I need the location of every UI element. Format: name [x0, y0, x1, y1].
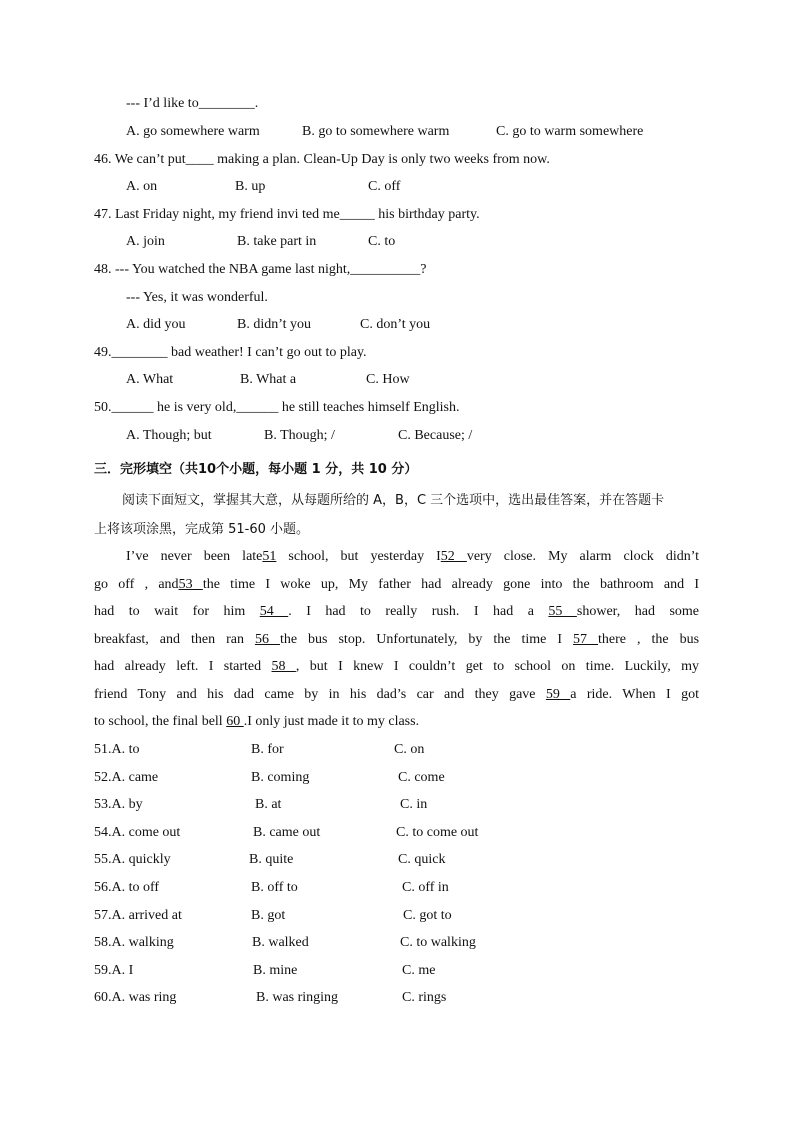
cloze-option: B. coming	[251, 770, 310, 785]
cloze-option: C. in	[400, 797, 428, 812]
passage-line: had to wait for him 54 . I had to really rush. I had a 55 shower, had some	[94, 604, 699, 619]
passage-line: to school, the final bell 60 .I only just made it to my class.	[94, 714, 420, 729]
blank-54: 54	[259, 604, 289, 619]
cloze-option: C. me	[402, 963, 436, 978]
section-heading: 三．完形填空（共10个小题，每小题 1 分，共 10 分）	[94, 462, 418, 477]
reply-line: --- Yes, it was wonderful.	[126, 290, 268, 305]
cloze-option: B. quite	[249, 852, 294, 867]
cloze-option: B. off to	[251, 880, 298, 895]
passage-line: go off , and53 the time I woke up, My father had already gone into the bathroom and I	[94, 577, 699, 592]
cloze-option: 60.A. was ring	[94, 990, 177, 1005]
option: C. to	[368, 234, 396, 249]
option: A. Though; but	[126, 428, 212, 443]
cloze-option: 54.A. come out	[94, 825, 181, 840]
cloze-option: C. got to	[403, 908, 452, 923]
cloze-option: 56.A. to off	[94, 880, 160, 895]
question-stem: 49.________ bad weather! I can’t go out to play.	[94, 345, 367, 360]
cloze-option: C. quick	[398, 852, 446, 867]
blank-56: 56	[254, 632, 280, 647]
blank-53: 53	[178, 577, 203, 592]
blank-52: 52	[440, 549, 467, 564]
option: A. join	[126, 234, 165, 249]
question-stem: 48. --- You watched the NBA game last night,__________?	[94, 262, 427, 277]
cloze-option: B. at	[255, 797, 282, 812]
option: A. did you	[126, 317, 186, 332]
cloze-option: 59.A. I	[94, 963, 134, 978]
blank-57: 57	[573, 632, 599, 647]
cloze-option: B. mine	[253, 963, 298, 978]
option: B. up	[235, 179, 266, 194]
option: A. on	[126, 179, 158, 194]
cloze-option: 55.A. quickly	[94, 852, 171, 867]
cloze-option: B. came out	[253, 825, 321, 840]
cloze-option: 57.A. arrived at	[94, 908, 182, 923]
option: C. off	[368, 179, 401, 194]
passage-line: I’ve never been late51 school, but yesterday I52 very close. My alarm clock didn’t	[126, 549, 700, 564]
cloze-option: 51.A. to	[94, 742, 140, 757]
cloze-option: B. got	[251, 908, 286, 923]
question-stem: 47. Last Friday night, my friend invi ted me_____ his birthday party.	[94, 207, 480, 222]
cloze-option: C. off in	[402, 880, 449, 895]
cloze-option: 58.A. walking	[94, 935, 174, 950]
option: B. go to somewhere warm	[302, 124, 450, 139]
answer-line: --- I’d like to________.	[126, 96, 259, 111]
blank-55: 55	[548, 604, 577, 619]
option: C. go to warm somewhere	[496, 124, 644, 139]
cloze-option: C. rings	[402, 990, 447, 1005]
blank-59: 59	[545, 687, 571, 702]
question-stem: 50.______ he is very old,______ he still teaches himself English.	[94, 400, 460, 415]
option: B. What a	[240, 372, 297, 387]
cloze-option: C. to walking	[400, 935, 476, 950]
cloze-option: 53.A. by	[94, 797, 143, 812]
cloze-option: 52.A. came	[94, 770, 159, 785]
passage-line: friend Tony and his dad came by in his dad’s car and they gave 59 a ride. When I got	[94, 687, 699, 702]
blank-51: 51	[262, 549, 277, 564]
option: B. didn’t you	[237, 317, 312, 332]
option: C. Because; /	[398, 428, 473, 443]
cloze-option: C. on	[394, 742, 425, 757]
blank-58: 58	[271, 659, 296, 674]
instruction-line: 上将该项涂黑，完成第 51-60 小题。	[94, 522, 310, 537]
option: C. How	[366, 372, 410, 387]
instruction-line: 阅读下面短文，掌握其大意，从每题所给的 A，B，C 三个选项中，选出最佳答案，并在答题卡	[122, 493, 665, 508]
question-stem: 46. We can’t put____ making a plan. Clean-Up Day is only two weeks from now.	[94, 152, 550, 167]
cloze-option: B. walked	[252, 935, 309, 950]
passage-line: had already left. I started 58 , but I knew I couldn’t get to school on time. Luckily, my	[94, 659, 699, 674]
cloze-option: B. for	[251, 742, 284, 757]
option: C. don’t you	[360, 317, 431, 332]
option: A. What	[126, 372, 174, 387]
cloze-option: C. come	[398, 770, 445, 785]
cloze-option: C. to come out	[396, 825, 479, 840]
cloze-option: B. was ringing	[256, 990, 339, 1005]
option: B. take part in	[237, 234, 317, 249]
blank-60: 60	[226, 714, 244, 729]
passage-line: breakfast, and then ran 56 the bus stop. Unfortunately, by the time I 57 there , the bus	[94, 632, 700, 647]
option: A. go somewhere warm	[126, 124, 260, 139]
option: B. Though; /	[264, 428, 335, 443]
